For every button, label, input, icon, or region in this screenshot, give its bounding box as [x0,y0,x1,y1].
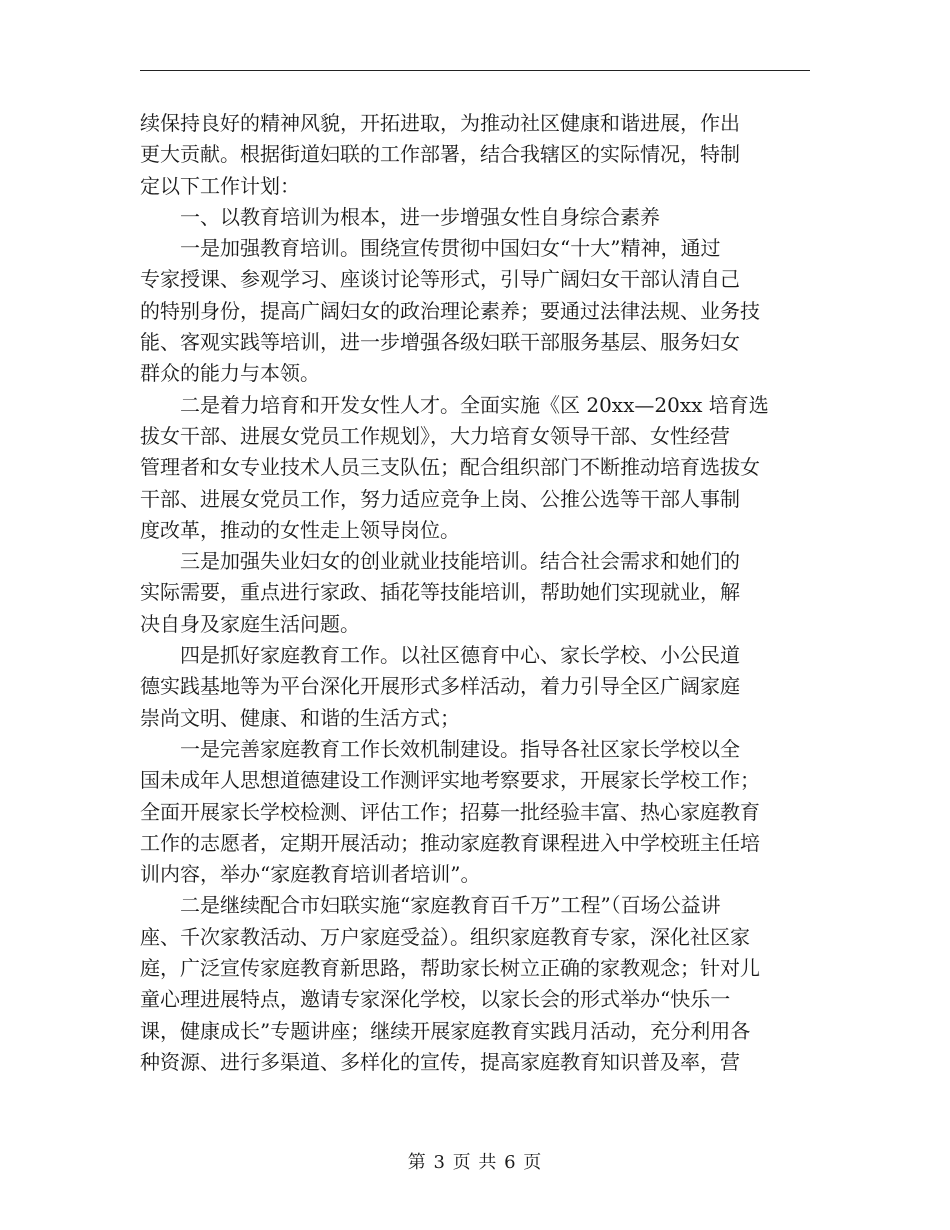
text-line: 课，健康成长”专题讲座；继续开展家庭教育实践月活动，充分利用各 [140,1018,751,1043]
text-line: 群众的能力与本领。 [140,361,320,386]
text-line: 一、以教育培训为根本，进一步增强女性自身综合素养 [140,204,660,229]
text-line: 更大贡献。根据街道妇联的工作部署，结合我辖区的实际情况，特制 [140,142,740,167]
text-line: 续保持良好的精神风貌，开拓进取，为推动社区健康和谐进展，作出 [140,111,740,135]
text-line: 崇尚文明、健康、和谐的生活方式； [140,705,460,730]
text-line: 一是完善家庭教育工作长效机制建设。指导各社区家长学校以全 [140,736,740,761]
text-line: 童心理进展特点，邀请专家深化学校，以家长会的形式举办“快乐一 [140,987,731,1012]
text-line: 的特别身份，提高广阔妇女的政治理论素养；要通过法律法规、业务技 [140,298,760,323]
header-rule [140,70,810,71]
text-line: 定以下工作计划： [140,173,300,198]
text-line: 度改革，推动的女性走上领导岗位。 [140,517,460,542]
document-body [140,108,810,1078]
text-line: 决自身及家庭生活问题。 [140,611,360,636]
page-footer: 第 3 页 共 6 页 [407,1152,543,1173]
text-line: 国未成年人思想道德建设工作测评实地考察要求，开展家长学校工作； [140,768,760,793]
text-line: 专家授课、参观学习、座谈讨论等形式，引导广阔妇女干部认清自己 [140,267,740,292]
text-line: 拔女干部、进展女党员工作规划》，大力培育女领导干部、女性经营 [140,423,730,448]
text-line: 三是加强失业妇女的创业就业技能培训。结合社会需求和她们的 [140,549,740,574]
text-line: 全面开展家长学校检测、评估工作；招募一批经验丰富、热心家庭教育 [140,799,760,824]
text-line: 座、千次家教活动、万户家庭受益）。组织家庭教育专家，深化社区家 [140,924,750,949]
text-line: 庭，广泛宣传家庭教育新思路，帮助家长树立正确的家教观念；针对儿 [140,956,760,981]
text-line: 种资源、进行多渠道、多样化的宣传，提高家庭教育知识普及率，营 [140,1049,740,1074]
text-line: 管理者和女专业技术人员三支队伍；配合组织部门不断推动培育选拔女 [140,455,760,480]
text-line: 干部、进展女党员工作，努力适应竞争上岗、公推公选等干部人事制 [140,486,740,511]
text-line: 二是着力培育和开发女性人才。全面实施《区 20xx—20xx 培育选 [140,392,769,417]
text-line: 四是抓好家庭教育工作。以社区德育中心、家长学校、小公民道 [140,643,740,668]
text-line: 训内容，举办“家庭教育培训者培训”。 [140,862,481,887]
text-line: 工作的志愿者，定期开展活动；推动家庭教育课程进入中学校班主任培 [140,830,760,855]
text-line: 德实践基地等为平台深化开展形式多样活动，着力引导全区广阔家庭 [140,674,740,699]
text-line: 一是加强教育培训。围绕宣传贯彻中国妇女“十大”精神，通过 [140,236,721,261]
text-line: 能、客观实践等培训，进一步增强各级妇联干部服务基层、服务妇女 [140,330,740,355]
text-line: 实际需要，重点进行家政、插花等技能培训，帮助她们实现就业，解 [140,580,740,605]
text-line: 二是继续配合市妇联实施“家庭教育百千万”工程”（百场公益讲 [140,893,721,918]
